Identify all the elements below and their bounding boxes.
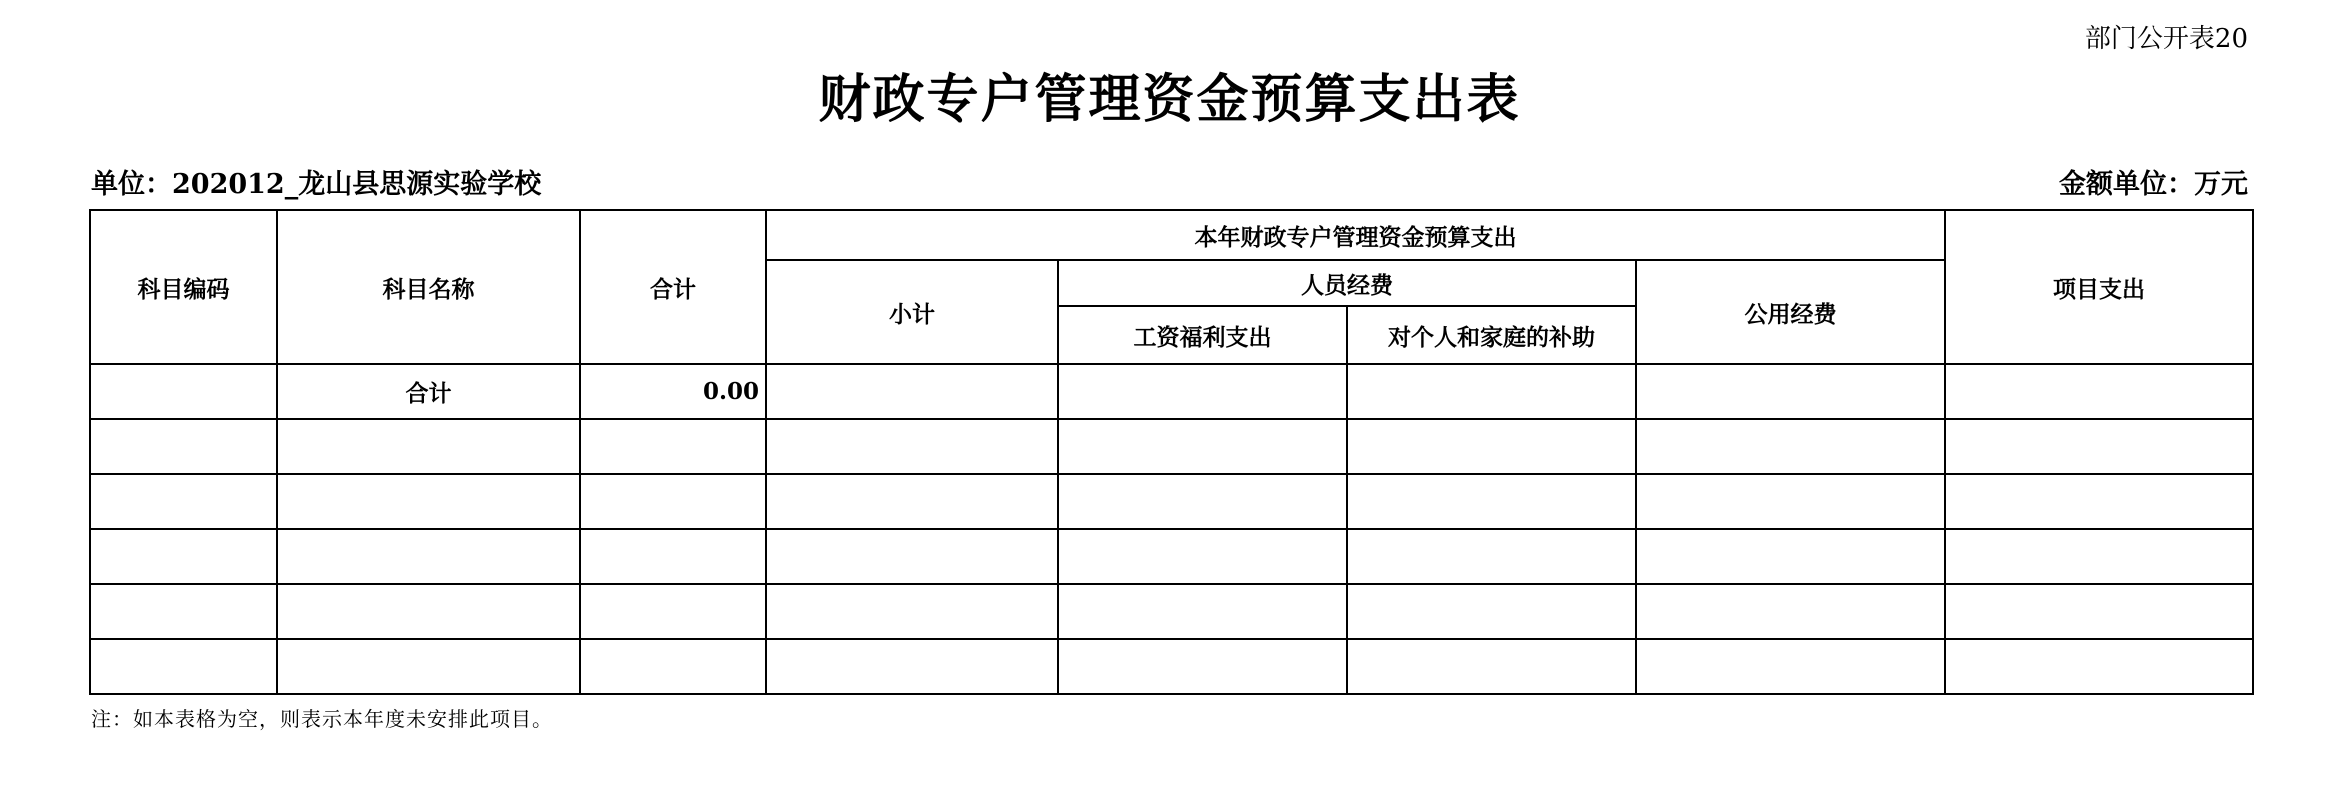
cell-total (580, 419, 766, 474)
table-row (90, 474, 2253, 529)
unit-row (91, 162, 2248, 198)
col-header-public: 公用经费 (1636, 260, 1945, 364)
col-header-subsidy: 对个人和家庭的补助 (1347, 306, 1636, 364)
cell-project (1945, 474, 2253, 529)
cell-subsidy (1347, 364, 1636, 419)
cell-total (580, 584, 766, 639)
cell-subtotal (766, 529, 1058, 584)
col-header-code: 科目编码 (90, 210, 277, 364)
cell-project (1945, 419, 2253, 474)
cell-code (90, 584, 277, 639)
cell-salary (1058, 529, 1347, 584)
cell-project (1945, 639, 2253, 694)
cell-total: 0.00 (580, 364, 766, 419)
cell-public (1636, 474, 1945, 529)
cell-project (1945, 584, 2253, 639)
col-header-subtotal: 小计 (766, 260, 1058, 364)
cell-subtotal (766, 584, 1058, 639)
budget-table (89, 209, 2254, 695)
cell-salary (1058, 639, 1347, 694)
cell-salary (1058, 584, 1347, 639)
cell-public (1636, 584, 1945, 639)
table-row (90, 639, 2253, 694)
cell-salary (1058, 474, 1347, 529)
cell-subtotal (766, 474, 1058, 529)
cell-code (90, 529, 277, 584)
footnote: 注：如本表格为空，则表示本年度未安排此项目。 (91, 707, 553, 731)
cell-total (580, 639, 766, 694)
cell-project (1945, 529, 2253, 584)
cell-code (90, 364, 277, 419)
cell-public (1636, 364, 1945, 419)
col-header-total: 合计 (580, 210, 766, 364)
header-row-1 (90, 210, 2253, 260)
cell-name (277, 584, 580, 639)
cell-subtotal (766, 364, 1058, 419)
cell-name (277, 529, 580, 584)
table-row (90, 364, 2253, 419)
group-header-budget: 本年财政专户管理资金预算支出 (766, 210, 1945, 260)
col-header-salary: 工资福利支出 (1058, 306, 1347, 364)
amount-unit-label: 金额单位：万元 (2059, 169, 2248, 200)
cell-salary (1058, 364, 1347, 419)
table-row (90, 419, 2253, 474)
cell-public (1636, 419, 1945, 474)
form-number: 部门公开表20 (2084, 24, 2248, 54)
cell-salary (1058, 419, 1347, 474)
cell-subsidy (1347, 584, 1636, 639)
cell-subsidy (1347, 529, 1636, 584)
cell-project (1945, 364, 2253, 419)
col-header-name: 科目名称 (277, 210, 580, 364)
unit-label: 单位：202012_龙山县思源实验学校 (91, 169, 542, 200)
cell-code (90, 419, 277, 474)
cell-name (277, 474, 580, 529)
cell-name: 合计 (277, 364, 580, 419)
page-title: 财政专户管理资金预算支出表 (818, 69, 1521, 130)
cell-name (277, 639, 580, 694)
cell-public (1636, 639, 1945, 694)
cell-public (1636, 529, 1945, 584)
cell-code (90, 474, 277, 529)
cell-subsidy (1347, 639, 1636, 694)
cell-subtotal (766, 639, 1058, 694)
cell-subsidy (1347, 474, 1636, 529)
cell-total (580, 474, 766, 529)
cell-total (580, 529, 766, 584)
cell-subsidy (1347, 419, 1636, 474)
group-header-personnel: 人员经费 (1058, 260, 1636, 306)
table-row (90, 584, 2253, 639)
cell-code (90, 639, 277, 694)
cell-subtotal (766, 419, 1058, 474)
cell-name (277, 419, 580, 474)
table-row (90, 529, 2253, 584)
col-header-project: 项目支出 (1945, 210, 2253, 364)
